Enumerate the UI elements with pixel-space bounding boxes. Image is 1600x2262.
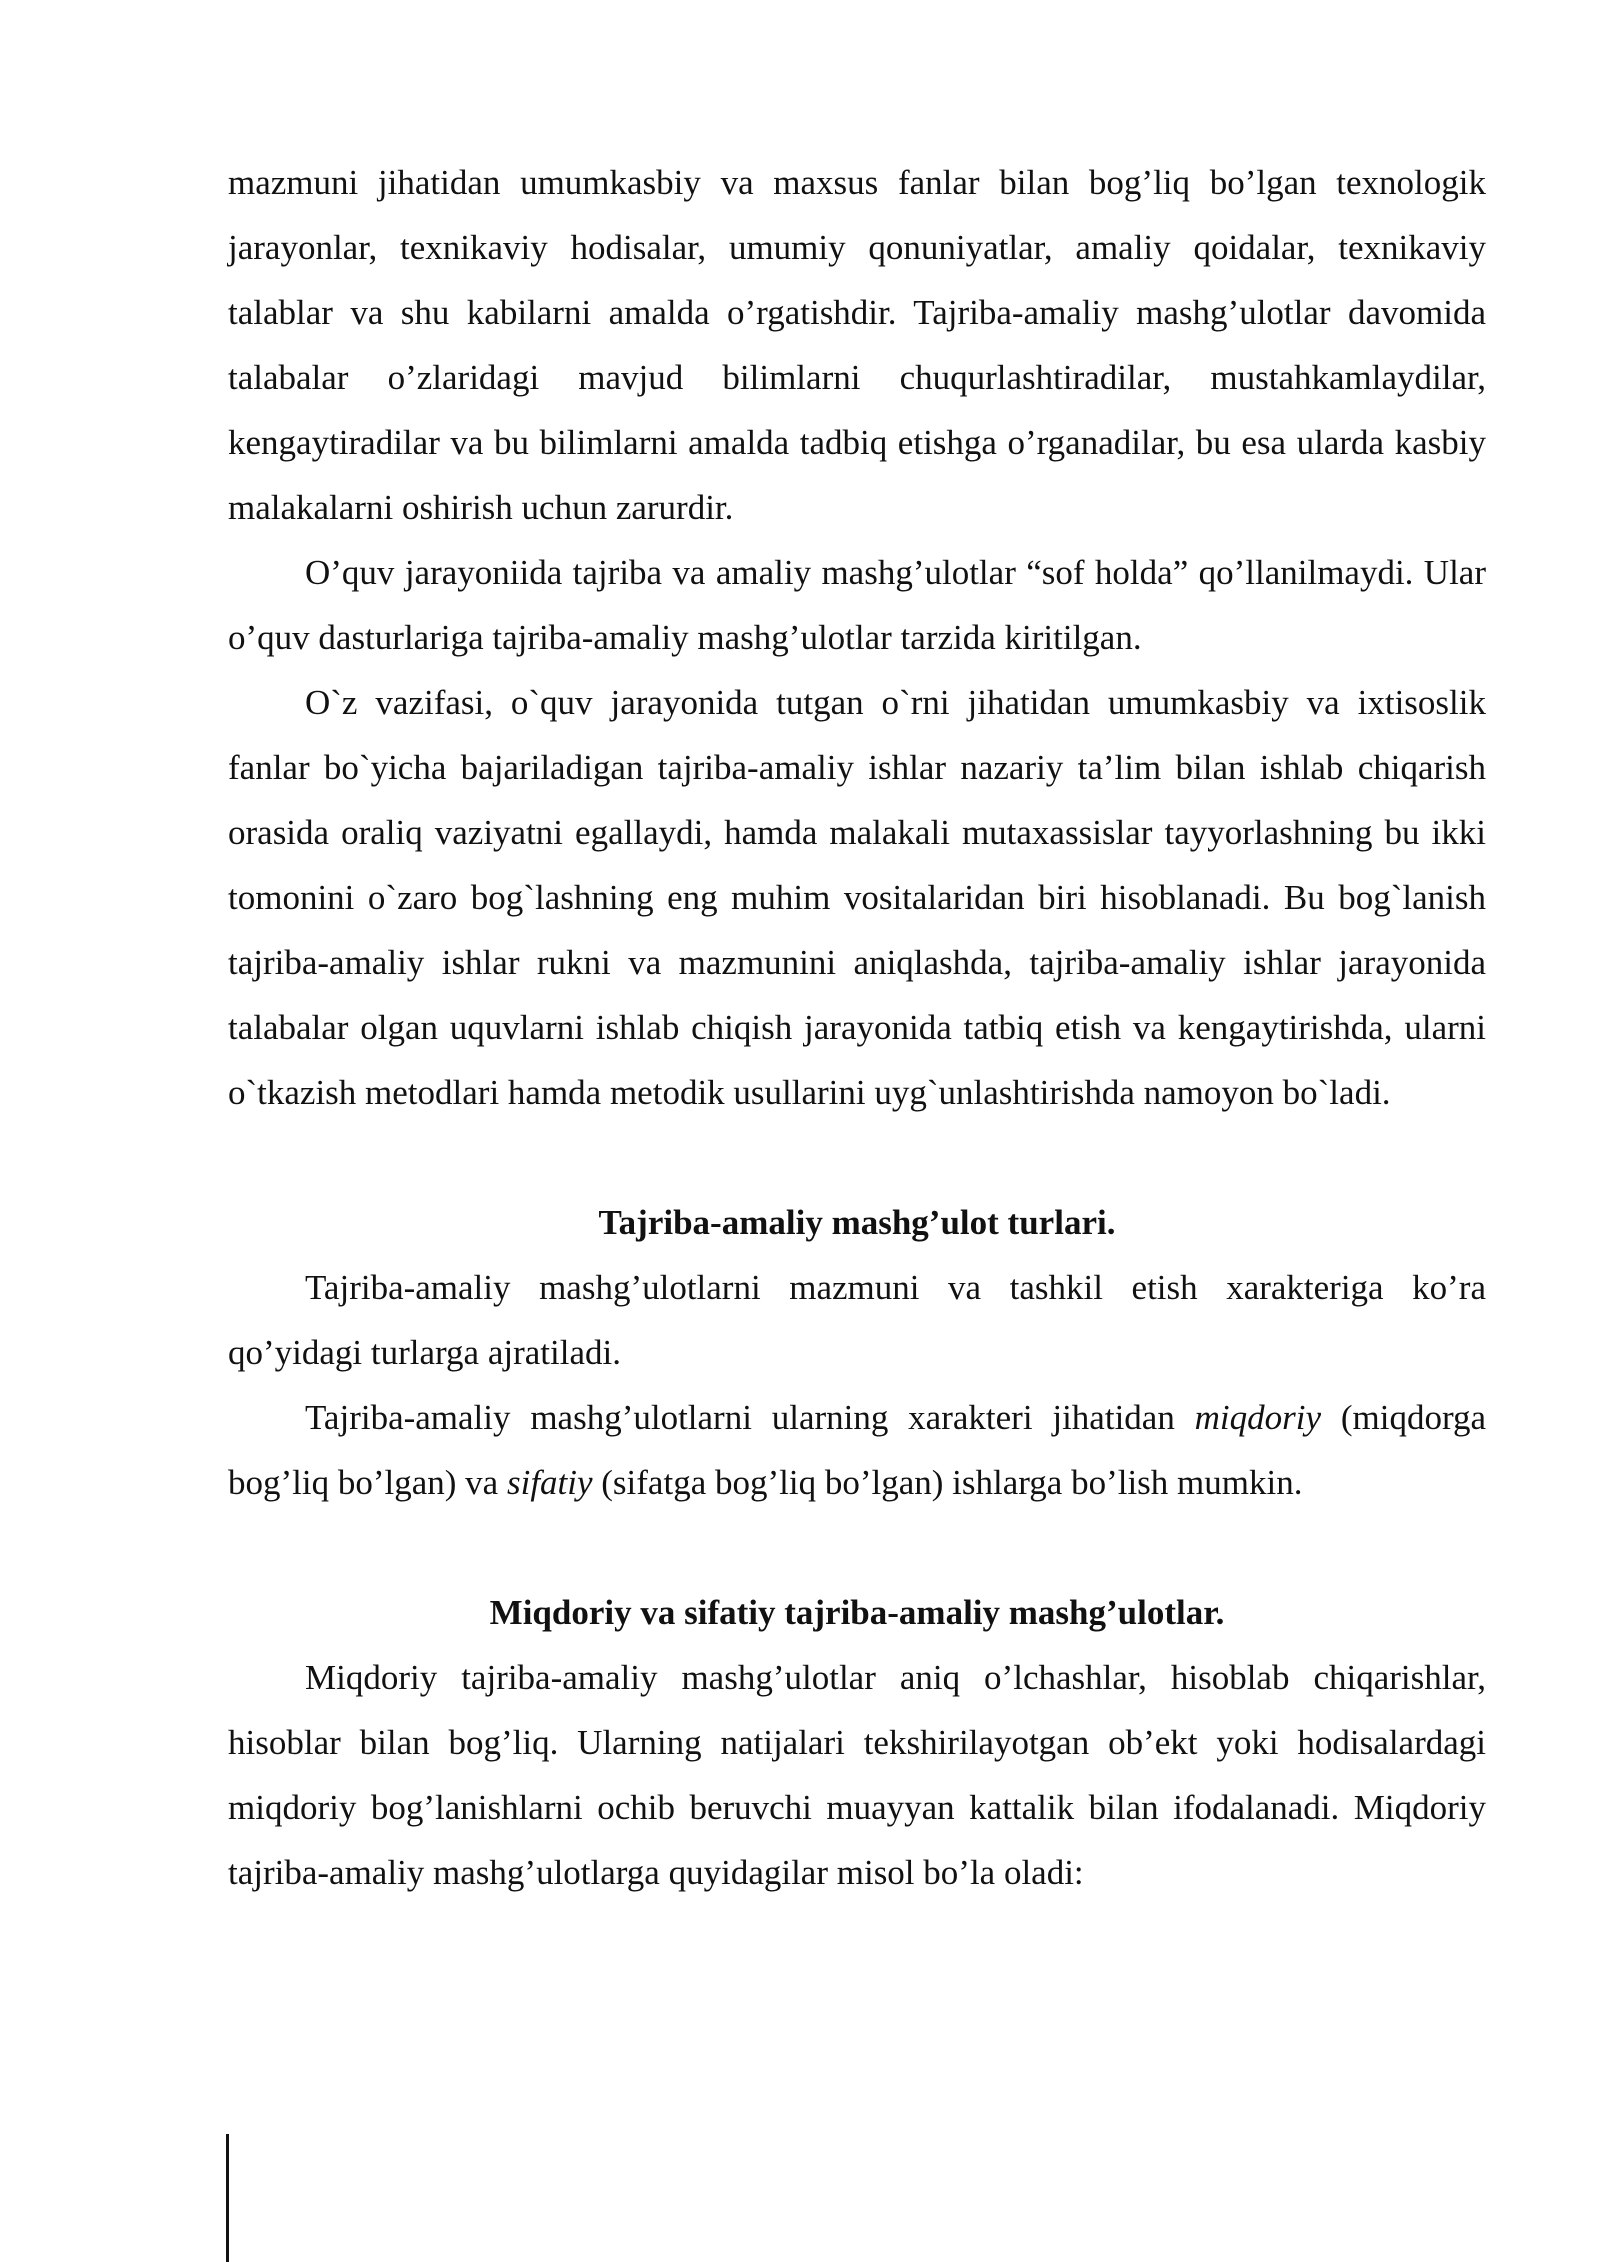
page-margin-rule <box>226 2134 229 2262</box>
paragraph-2: O’quv jarayoniida tajriba va amaliy mashg’ulotlar “sof holda” qo’llanilmaydi. Ular o’quv dasturlariga tajriba-amaliy mashg’ulotlar tarzida kiritilgan. <box>228 553 1486 657</box>
paragraph-4: Tajriba-amaliy mashg’ulotlarni mazmuni va tashkil etish xarakteriga ko’ra qo’yidagi turlarga ajratiladi. <box>228 1268 1486 1372</box>
document-page <box>228 150 1486 1905</box>
paragraph-3: O`z vazifasi, o`quv jarayonida tutgan o`rni jihatidan umumkasbiy va ixtisoslik fanlar bo`yicha bajariladigan tajriba-amaliy ishlar nazariy ta’lim bilan ishlab chiqarish orasida oraliq vaziyatni egallaydi, hamda malakali mutaxassislar tayyorlashning bu ikki tomonini o`zaro bog`lashning eng muhim vositalaridan biri hisoblanadi. Bu bog`lanish tajriba-amaliy ishlar rukni va mazmunini aniqlashda, tajriba-amaliy ishlar jarayonida talabalar olgan uquvlarni ishlab chiqish jarayonida tatbiq etish va kengaytirishda, ularni o`tkazish metodlari hamda metodik usullarini uyg`unlashtirishda namoyon bo`ladi. <box>228 683 1486 1112</box>
section-heading-miqdoriy-sifatiy: Miqdoriy va sifatiy tajriba-amaliy mashg’ulotlar. <box>489 1593 1225 1632</box>
italic-term-miqdoriy: miqdoriy <box>1194 1398 1322 1437</box>
paragraph-5-text-b: (miqdorga bog’liq bo’lgan) va <box>228 1398 1486 1502</box>
paragraph-6: Miqdoriy tajriba-amaliy mashg’ulotlar aniq o’lchashlar, hisoblab chiqarishlar, hisoblar bilan bog’liq. Ularning natijalari tekshirilayotgan ob’ekt yoki hodisalardagi miqdoriy bog’lanishlarni ochib beruvchi muayyan kattalik bilan ifodalanadi. Miqdoriy tajriba-amaliy mashg’ulotlarga quyidagilar misol bo’la oladi: <box>228 1658 1486 1892</box>
paragraph-1: mazmuni jihatidan umumkasbiy va maxsus fanlar bilan bog’liq bo’lgan texnologik jarayonlar, texnikaviy hodisalar, umumiy qonuniyatlar, amaliy qoidalar, texnikaviy talablar va shu kabilarni amalda o’rgatishdir. Tajriba-amaliy mashg’ulotlar davomida talabalar o’zlaridagi mavjud bilimlarni chuqurlashtiradilar, mustahkamlaydilar, kengaytiradilar va bu bilimlarni amalda tadbiq etishga o’rganadilar, bu esa ularda kasbiy malakalarni oshirish uchun zarurdir. <box>228 163 1486 527</box>
section-heading-turlari: Tajriba-amaliy mashg’ulot turlari. <box>598 1203 1116 1242</box>
paragraph-5-text-a: Tajriba-amaliy mashg’ulotlarni ularning xarakteri jihatidan <box>305 1398 1195 1437</box>
paragraph-5 <box>228 1385 1486 1515</box>
italic-term-sifatiy: sifatiy <box>506 1463 593 1502</box>
paragraph-5-text-c: (sifatga bog’liq bo’lgan) ishlarga bo’lish mumkin. <box>592 1463 1303 1502</box>
